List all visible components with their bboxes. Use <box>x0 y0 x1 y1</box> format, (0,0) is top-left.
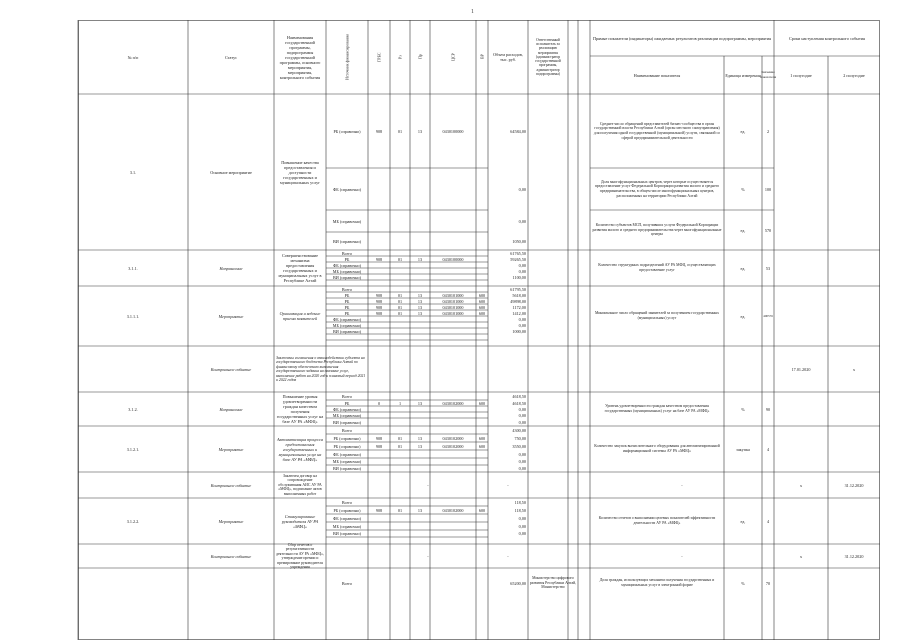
row-3-1-1-amt-rb: 59265,50 <box>510 256 526 262</box>
row-3-1-2-ind-unit: % <box>741 406 745 412</box>
control-event-3-q1: х <box>799 553 803 559</box>
row-3-1-2-name: Повышение уровня удовлетворенности граждан качеством получения государственных услуг на базе АУ РА «МФЦ» <box>276 394 324 424</box>
control-event-2-dash-amount: - <box>507 482 509 488</box>
row-3-1-1-1-num: 3.1.1.1. <box>126 313 140 319</box>
row-3-1-1-1-l3-rz: 01 <box>397 304 403 310</box>
row-3-1-2-2-amt-total: 118,50 <box>514 499 526 505</box>
row-3-1-1-1-ind-unit: ед. <box>740 313 746 319</box>
row-3-1-2-2-src-total: Всего <box>341 499 353 505</box>
row-3-1-1-amt-fb: 0,00 <box>518 262 526 268</box>
header-q1: 1 полугодие <box>790 72 812 78</box>
row-3-1-1-1-l2-rz: 01 <box>397 298 403 304</box>
row-bottom-ind-name: Доля граждан, использующих механизм получения государственных и муниципальных услуг в электронной форме <box>599 578 715 587</box>
row-3-1-1-src-total: Всего <box>341 250 353 256</box>
row-3-1-2-1-l1-amt: 750,00 <box>514 435 526 441</box>
row-bottom-ind-val: 70 <box>765 580 771 586</box>
control-event-3-q2: 31.12.2020 <box>844 553 864 559</box>
row-3-1-2-2-rz: 01 <box>397 507 403 513</box>
row-3-1-2-2-ind-val: 4 <box>766 518 770 524</box>
row-3-1-1-1-l2-vr: 600 <box>478 298 486 304</box>
row-3-1-num: 3.1. <box>129 169 137 175</box>
document-sheet <box>78 20 880 640</box>
row-3-1-2-rz: 1 <box>398 400 402 406</box>
row-3-1-1-1-l4-pr: 13 <box>417 310 423 316</box>
header-rz: Рз <box>397 55 403 59</box>
row-3-1-1-1-amt-total: 61795,50 <box>510 286 526 292</box>
row-3-1-2-num: 3.1.2. <box>128 406 138 412</box>
row-3-1-2-2-src-rb: РБ (справочно) <box>333 507 361 513</box>
row-3-1-src-mb: МБ (справочно) <box>332 218 362 224</box>
row-3-1-1-1-l1-grbs: 908 <box>375 292 383 298</box>
row-3-1-1-1-l1-pr: 13 <box>417 292 423 298</box>
row-3-1-1-1-src-mb: МБ (справочно) <box>332 322 362 328</box>
row-3-1-1-1-l1-csr: 0430101000 <box>442 292 464 298</box>
row-3-1-2-amt-rb: 4618,50 <box>512 400 526 406</box>
row-3-1-1-1-l2-src: РБ <box>344 298 350 304</box>
row-3-1-1-1-l1-src: РБ <box>344 292 350 298</box>
row-3-1-2-pr: 13 <box>417 400 423 406</box>
row-3-1-2-1-l1-grbs: 908 <box>375 435 383 441</box>
row-3-1-1-1-l3-vr: 600 <box>478 304 486 310</box>
row-3-1-ind3-val: 570 <box>764 227 772 233</box>
row-3-1-csr: 0430100000 <box>442 128 464 134</box>
row-3-1-1-amt-total: 61765,50 <box>510 250 526 256</box>
row-3-1-1-1-src-total: Всего <box>341 286 353 292</box>
row-3-1-1-csr: 0430100000 <box>442 256 464 262</box>
row-3-1-2-ind-val: 90 <box>765 406 771 412</box>
row-3-1-2-2-vr: 600 <box>478 507 486 513</box>
row-3-1-ind2-name: Доля многофункциональных центров, через которые осуществляется предоставление услуг Федеральной Корпорации развития малого и среднего предпринимательства, в общем числе многофункциональных центров, расположенных на территории Республики Алтай <box>594 179 720 198</box>
control-event-1-name: Заключены соглашения о взаимодействии субъекта на государственного бюджета Республики Алтай по финансовому обеспечению выполнения государственного задания на оказание услуг, выполнение работ на 2020 год и плановый период 2021 и 2022 годов <box>276 355 366 382</box>
row-3-1-2-1-src-total: Всего <box>341 427 353 433</box>
header-responsible: Ответственный исполнитель за реализацию мероприятия (администратор государственной программы, администратор подпрограммы) <box>535 37 561 77</box>
control-event-1-q1: 17.01.2020 <box>791 366 811 372</box>
row-3-1-2-1-status: Мероприятие <box>218 446 244 452</box>
row-3-1-2-status: Направление <box>219 406 243 412</box>
control-event-2-dash-indicator: - <box>681 482 683 488</box>
header-q2: 2 полугодие <box>843 72 865 78</box>
control-event-2-q1: х <box>799 482 803 488</box>
control-event-3-name: Сбор отчетов о результативности деятельности АУ РА «МФЦ», утверждение премии и премирование руководителя учреждения <box>276 542 324 569</box>
row-3-1-2-1-ind-val: 4 <box>766 446 770 452</box>
row-3-1-2-1-ind-name: Количество закупок вычислительного оборудования для автоматизированной информационной системы АУ РА «МФЦ» <box>594 444 720 453</box>
row-3-1-2-2-num: 3.1.2.2. <box>126 518 140 524</box>
row-3-1-2-amt-mb: 0,00 <box>518 412 526 418</box>
row-3-1-1-1-l2-pr: 13 <box>417 298 423 304</box>
row-3-1-amt-fb: 0,00 <box>518 186 526 192</box>
row-3-1-rz: 01 <box>397 128 403 134</box>
control-event-3-status: Контрольное событие <box>210 553 252 559</box>
row-3-1-1-1-l3-grbs: 908 <box>375 304 383 310</box>
row-3-1-2-2-csr: 0430102000 <box>442 507 464 513</box>
row-3-1-1-1-src-fb: ФБ (справочно) <box>333 316 361 322</box>
row-3-1-2-src-total: Всего <box>341 393 353 399</box>
row-3-1-1-1-l1-amt: 5618,00 <box>512 292 526 298</box>
row-3-1-status: Основное мероприятие <box>210 169 252 175</box>
row-3-1-2-2-src-fb: ФБ (справочно) <box>333 515 361 521</box>
row-3-1-1-1-l4-grbs: 908 <box>375 310 383 316</box>
row-3-1-1-1-l3-csr: 0430101000 <box>442 304 464 310</box>
header-deadlines: Сроки наступления контрольного события <box>789 35 865 41</box>
row-3-1-2-1-l1-vr: 600 <box>478 435 486 441</box>
row-3-1-2-2-status: Мероприятие <box>218 518 244 524</box>
row-3-1-2-amt-fb: 0,00 <box>518 406 526 412</box>
row-3-1-2-2-amt-vi: 0,00 <box>518 531 526 536</box>
header-ind-value: Значение показателя <box>759 70 777 79</box>
row-3-1-2-1-l2-grbs: 908 <box>375 443 383 449</box>
row-bottom-responsible: Министерство цифрового развития Республики Алтай, Министерство <box>529 576 577 590</box>
row-3-1-2-1-amt-mb: 0,00 <box>518 459 526 464</box>
row-3-1-2-1-amt-total: 4300,00 <box>512 427 526 433</box>
row-3-1-2-1-l1-pr: 13 <box>417 435 423 441</box>
header-ind-name: Наименование показателя <box>633 72 681 78</box>
row-3-1-ind2-unit: % <box>741 186 745 192</box>
row-3-1-1-1-l4-vr: 600 <box>478 310 486 316</box>
row-3-1-1-1-ind-name: Минимальное число обращений заявителей за получением государственных (муниципальных) услуг <box>595 311 719 320</box>
row-3-1-1-ind-name: Количество структурных подразделений АУ РА МФЦ, осуществляющих предоставление услуг <box>598 263 716 272</box>
row-3-1-2-2-pr: 13 <box>417 507 423 513</box>
control-event-3-dash-budget: - <box>427 553 429 559</box>
header-source: Источник финансирования <box>344 34 350 80</box>
row-3-1-2-2-grbs: 908 <box>375 507 383 513</box>
row-3-1-2-amt-vi: 0,00 <box>518 419 526 425</box>
row-3-1-ind1-val: 2 <box>766 128 770 134</box>
row-3-1-src-rb: РБ (справочно) <box>333 128 361 134</box>
control-event-2-name: Заключен договор на сопровождение обслуживания АИС АУ РА «МФЦ», подписание актов выполненных работ <box>278 473 322 496</box>
row-3-1-1-1-l4-rz: 01 <box>397 310 403 316</box>
header-ind-unit: Единица измерения <box>725 72 761 78</box>
row-3-1-2-src-mb: МБ (справочно) <box>332 412 362 418</box>
row-3-1-1-status: Направление <box>219 265 243 271</box>
row-3-1-1-grbs: 908 <box>375 256 383 262</box>
row-3-1-2-1-l1-csr: 0430102000 <box>442 435 464 441</box>
row-3-1-pr: 13 <box>417 128 423 134</box>
control-event-2-dash-budget: - <box>427 482 429 488</box>
row-3-1-2-2-amt-rb: 118,50 <box>514 507 526 513</box>
row-bottom-amt-total: 65200,00 <box>510 580 526 586</box>
row-3-1-1-1-amt-mb: 0,00 <box>518 322 526 328</box>
row-3-1-1-1-status: Мероприятие <box>218 313 244 319</box>
row-3-1-1-src-vi: ВИ (справочно) <box>332 274 362 280</box>
control-event-1-status: Контрольное событие <box>210 366 252 372</box>
row-3-1-src-vi: ВИ (справочно) <box>332 238 362 244</box>
row-3-1-2-2-src-vi: ВИ (справочно) <box>332 531 362 536</box>
header-num: № п/п <box>127 54 139 60</box>
row-3-1-ind2-val: 100 <box>764 186 772 192</box>
control-event-2-q2: 31.12.2020 <box>844 482 864 488</box>
control-event-1-q2: х <box>852 366 856 372</box>
row-3-1-1-1-l1-rz: 01 <box>397 292 403 298</box>
row-3-1-1-1-amt-vi: 1000,00 <box>512 328 526 334</box>
row-3-1-2-1-name: Автоматизация процесса предоставления государственных и муниципальных услуг на базе АУ РА «МФЦ» <box>276 436 324 462</box>
header-status: Статус <box>224 54 238 60</box>
header-grbs: ГРБС <box>376 52 382 62</box>
row-3-1-2-src-rb: РБ <box>344 400 350 406</box>
row-3-1-1-1-l3-amt: 1172,00 <box>512 304 526 310</box>
row-3-1-1-ind-val: 53 <box>765 265 771 271</box>
row-3-1-1-1-l2-grbs: 908 <box>375 298 383 304</box>
control-event-3-dash-amount: - <box>507 553 509 559</box>
header-pr: Пр <box>417 54 423 60</box>
row-3-1-2-1-src-fb: ФБ (справочно) <box>333 451 361 457</box>
row-3-1-2-1-l2-vr: 600 <box>478 443 486 449</box>
row-3-1-2-1-num: 3.1.2.1. <box>126 446 140 452</box>
row-bottom-src-total: Всего <box>341 580 353 586</box>
row-3-1-ind3-name: Количество субъектов МСП, получивших услуги Федеральной Корпорации развития малого и среднего предпринимательства через многофункциональные центры <box>592 223 722 237</box>
row-3-1-1-1-l4-amt: 1412,00 <box>512 310 526 316</box>
row-3-1-2-1-l2-amt: 3550,00 <box>512 443 526 449</box>
row-3-1-2-1-src-vi: ВИ (справочно) <box>332 466 362 471</box>
row-3-1-1-rz: 01 <box>397 256 403 262</box>
row-3-1-1-1-l1-vr: 600 <box>478 292 486 298</box>
header-indicators: Прямые показатели (индикаторы) ожидаемых результатов реализации подпрограммы, мероприятия <box>592 35 771 41</box>
row-3-1-2-grbs: 0 <box>377 400 381 406</box>
row-3-1-2-1-l1-rz: 01 <box>397 435 403 441</box>
row-3-1-2-2-amt-mb: 0,00 <box>518 523 526 529</box>
row-3-1-1-src-mb: МБ (справочно) <box>332 268 362 274</box>
row-3-1-1-1-ind-val: 400576 <box>763 313 773 318</box>
row-3-1-2-2-name: Стимулирование руководителя АУ РА «МФЦ» <box>281 513 319 529</box>
row-3-1-1-1-name: Организация и ведение приема заявителей <box>279 311 321 321</box>
row-3-1-2-1-amt-fb: 0,00 <box>518 451 526 457</box>
row-3-1-2-src-vi: ВИ (справочно) <box>332 419 362 425</box>
row-3-1-2-2-ind-name: Количество отчетов о выполнении целевых показателей эффективности деятельности АУ РА «МФЦ» <box>598 516 716 525</box>
row-3-1-1-amt-vi: 1100,00 <box>512 274 526 280</box>
row-3-1-1-1-l3-pr: 13 <box>417 304 423 310</box>
row-3-1-2-1-l2-src: РБ (справочно) <box>333 443 361 449</box>
row-3-1-1-1-l2-csr: 0430101000 <box>442 298 464 304</box>
header-amount: Объем расходов, тыс. руб. <box>493 52 523 62</box>
row-3-1-1-1-l3-src: РБ <box>344 304 350 310</box>
row-3-1-2-vr: 600 <box>478 400 486 406</box>
row-3-1-amt-vi: 1050,00 <box>512 238 526 244</box>
row-3-1-2-amt-total: 4618,50 <box>512 393 526 399</box>
row-3-1-2-2-amt-fb: 0,00 <box>518 515 526 521</box>
row-3-1-2-1-l1-src: РБ (справочно) <box>333 435 361 441</box>
header-vr: ВР <box>479 54 485 60</box>
row-3-1-amt-rb: 64584,00 <box>510 128 526 134</box>
row-3-1-2-src-fb: ФБ (справочно) <box>333 406 361 412</box>
row-3-1-1-1-l2-amt: 49898,00 <box>510 298 526 304</box>
row-3-1-grbs: 908 <box>375 128 383 134</box>
row-3-1-2-1-l2-pr: 13 <box>417 443 423 449</box>
row-bottom-ind-unit: % <box>741 580 745 586</box>
row-3-1-1-1-amt-fb: 0,00 <box>518 316 526 322</box>
row-3-1-1-ind-unit: ед. <box>740 265 746 271</box>
row-3-1-2-1-amt-vi: 0,00 <box>518 466 526 471</box>
row-3-1-2-2-src-mb: МБ (справочно) <box>332 523 362 529</box>
control-event-3-dash-indicator: - <box>681 553 683 559</box>
row-3-1-2-ind-name: Уровень удовлетворенности граждан качеством предоставления государственных (муниципальных) услуг на базе АУ РА «МФЦ» <box>604 404 710 413</box>
row-3-1-1-1-src-vi: ВИ (справочно) <box>332 328 362 334</box>
row-3-1-ind3-unit: ед. <box>740 227 746 233</box>
row-3-1-2-1-ind-unit: закупка <box>736 446 750 452</box>
row-3-1-2-1-l2-csr: 0430102000 <box>442 443 464 449</box>
row-3-1-1-src-fb: ФБ (справочно) <box>333 262 361 268</box>
row-3-1-ind1-name: Среднее число обращений представителей бизнес-сообщества в орган государственной власти Республики Алтай (орган местного самоуправления) для получения одной государственной (муниципальной) услуги, связанной со сферой предпринимательской деятельности <box>593 121 721 140</box>
row-3-1-2-1-src-mb: МБ (справочно) <box>332 459 362 464</box>
row-3-1-2-1-l2-rz: 01 <box>397 443 403 449</box>
row-3-1-ind1-unit: ед. <box>740 128 746 134</box>
header-csr: ЦСР <box>450 53 456 61</box>
row-3-1-2-2-ind-unit: ед. <box>740 518 746 524</box>
row-3-1-1-num: 3.1.1. <box>128 265 138 271</box>
row-3-1-name: Повышение качества предоставления и доступности государственных и муниципальных услуг <box>280 159 320 185</box>
row-3-1-1-1-l4-src: РБ <box>344 310 350 316</box>
row-3-1-1-1-l4-csr: 0430101000 <box>442 310 464 316</box>
row-3-1-1-name: Совершенствование механизма предоставления государственных и муниципальных услуг в Республике Алтай <box>278 253 322 283</box>
row-3-1-src-fb: ФБ (справочно) <box>333 186 361 192</box>
header-name: Наименования государственной программы, подпрограммы государственной программы, основного мероприятия, мероприятия, контрольного события <box>279 34 321 80</box>
row-3-1-2-csr: 0430102000 <box>442 400 464 406</box>
row-3-1-1-amt-mb: 0,00 <box>518 268 526 274</box>
page-mark: 1 <box>471 9 474 15</box>
row-3-1-amt-mb: 0,00 <box>518 218 526 224</box>
control-event-2-status: Контрольное событие <box>210 482 252 488</box>
row-3-1-1-src-rb: РБ <box>344 256 350 262</box>
row-3-1-1-pr: 13 <box>417 256 423 262</box>
